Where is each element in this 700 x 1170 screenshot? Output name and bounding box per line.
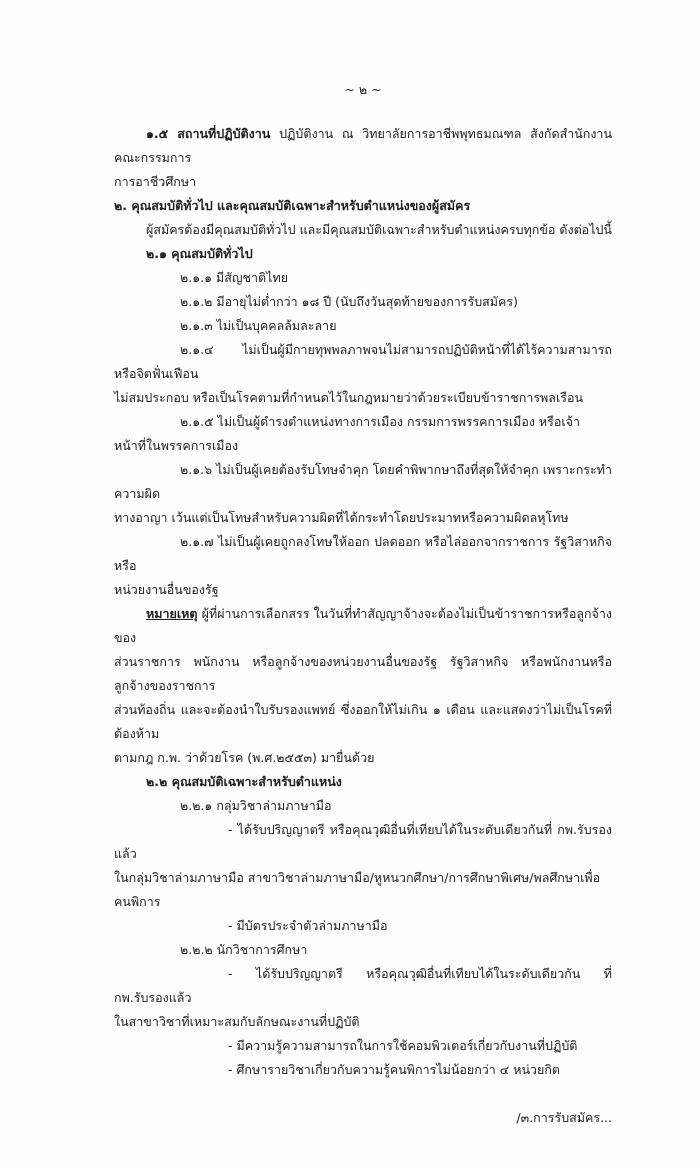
position-2-2-1-title: ๒.๒.๑ กลุ่มวิชาล่ามภาษามือ — [180, 798, 332, 813]
section-2-intro: ผู้สมัครต้องมีคุณสมบัติทั่วไป และมีคุณสมบัติเฉพาะสำหรับตำแหน่งครบทุกข้อ ดังต่อไปนี้ — [146, 222, 612, 237]
item-2-1-5: ๒.๑.๕ ไม่เป็นผู้ดำรงตำแหน่งทางการเมือง กรรมการพรรคการเมือง หรือเจ้าหน้าที่ในพรรคการเมือง — [114, 414, 580, 453]
note-line-1 — [114, 602, 612, 650]
note-label: หมายเหตุ — [146, 606, 198, 621]
position-2-2-2-bullet-3: - ศึกษารายวิชาเกี่ยวกับความรู้คนพิการไม่น้อยกว่า ๔ หน่วยกิต — [228, 1062, 561, 1077]
position-2-2-2-bullet-1-cont: ในสาขาวิชาที่เหมาะสมกับลักษณะงานที่ปฏิบัติ — [114, 1014, 360, 1029]
section-1-5-heading: ๑.๕ สถานที่ปฏิบัติงาน — [146, 126, 271, 141]
position-2-2-1-bullet-2: - มีบัตรประจำตัวล่ามภาษามือ — [228, 918, 388, 933]
section-2-1-heading: ๒.๑ คุณสมบัติทั่วไป — [146, 246, 253, 261]
item-2-1-4: ๒.๑.๔ ไม่เป็นผู้มีกายทุพพลภาพจนไม่สามารถปฏิบัติหน้าที่ได้ไร้ความสามารถ หรือจิตฟั่นเฟือน — [114, 342, 612, 381]
note-line-2: ส่วนราชการ พนักงาน หรือลูกจ้างของหน่วยงานอื่นของรัฐ รัฐวิสาหกิจ หรือพนักงานหรือลูกจ้างของราชการ — [114, 654, 612, 693]
item-2-1-7-cont: หน่วยงานอื่นของรัฐ — [114, 582, 219, 597]
item-2-1-4-cont: ไม่สมประกอบ หรือเป็นโรคตามที่กำหนดไว้ในกฎหมายว่าด้วยระเบียบข้าราชการพลเรือน — [114, 390, 584, 405]
note-line-3: ส่วนท้องถิ่น และจะต้องนำใบรับรองแพทย์ ซึ่งออกให้ไม่เกิน ๑ เดือน และแสดงว่าไม่เป็นโรคที่ต้องห้าม — [114, 702, 612, 741]
position-2-2-2-bullet-1: - ได้รับปริญญาตรี หรือคุณวุฒิอื่นที่เทียบได้ในระดับเดียวกัน ที่ กพ.รับรองแล้ว — [114, 966, 612, 1005]
section-2-heading: ๒. คุณสมบัติทั่วไป และคุณสมบัติเฉพาะสำหรับตำแหน่งของผู้สมัคร — [114, 198, 471, 213]
item-2-1-7: ๒.๑.๗ ไม่เป็นผู้เคยถูกลงโทษให้ออก ปลดออก หรือไล่ออกจากราชการ รัฐวิสาหกิจ หรือ — [114, 534, 612, 573]
note-text: ผู้ที่ผ่านการเลือกสรร ในวันที่ทำสัญญาจ้างจะต้องไม่เป็นข้าราชการหรือลูกจ้างของ — [114, 606, 612, 645]
position-2-2-1-bullet-1: - ได้รับปริญญาตรี หรือคุณวุฒิอื่นที่เทียบได้ในระดับเดียวกันที่ กพ.รับรองแล้ว — [114, 822, 612, 861]
item-2-1-1: ๒.๑.๑ มีสัญชาติไทย — [180, 270, 289, 285]
page-number: ~ ๒ ~ — [344, 82, 382, 97]
item-2-1-3: ๒.๑.๓ ไม่เป็นบุคคลล้มละลาย — [180, 318, 337, 333]
continuation-note: /๓.การรับสมัคร... — [516, 1110, 612, 1125]
section-2-2-heading: ๒.๒ คุณสมบัติเฉพาะสำหรับตำแหน่ง — [146, 774, 342, 789]
section-1-5-cont: การอาชีวศึกษา — [114, 174, 197, 189]
position-2-2-2-title: ๒.๒.๒ นักวิชาการศึกษา — [180, 942, 308, 957]
item-2-1-6-cont: ทางอาญา เว้นแต่เป็นโทษสำหรับความผิดที่ได้กระทำโดยประมาทหรือความผิดลหุโทษ — [114, 510, 569, 525]
note-line-4: ตามกฎ ก.พ. ว่าด้วยโรค (พ.ศ.๒๕๕๓) มายื่นด้วย — [114, 750, 375, 765]
position-2-2-2-bullet-2: - มีความรู้ความสามารถในการใช้คอมพิวเตอร์เกี่ยวกับงานที่ปฏิบัติ — [228, 1038, 578, 1053]
section-1-5-text: ปฏิบัติงาน ณ วิทยาลัยการอาชีพพุทธมณฑล สังกัดสำนักงานคณะกรรมการ — [114, 126, 612, 165]
item-2-1-6: ๒.๑.๖ ไม่เป็นผู้เคยต้องรับโทษจำคุก โดยคำพิพากษาถึงที่สุดให้จำคุก เพราะกระทำความผิด — [114, 462, 612, 501]
position-2-2-1-bullet-1-cont: ในกลุ่มวิชาล่ามภาษามือ สาขาวิชาล่ามภาษามือ/หูหนวกศึกษา/การศึกษาพิเศษ/พลศึกษาเพื่อคนพิการ — [114, 870, 601, 909]
item-2-1-2: ๒.๑.๒ มีอายุไม่ต่ำกว่า ๑๘ ปี (นับถึงวันสุดท้ายของการรับสมัคร) — [180, 294, 518, 309]
section-1-5 — [114, 122, 612, 170]
